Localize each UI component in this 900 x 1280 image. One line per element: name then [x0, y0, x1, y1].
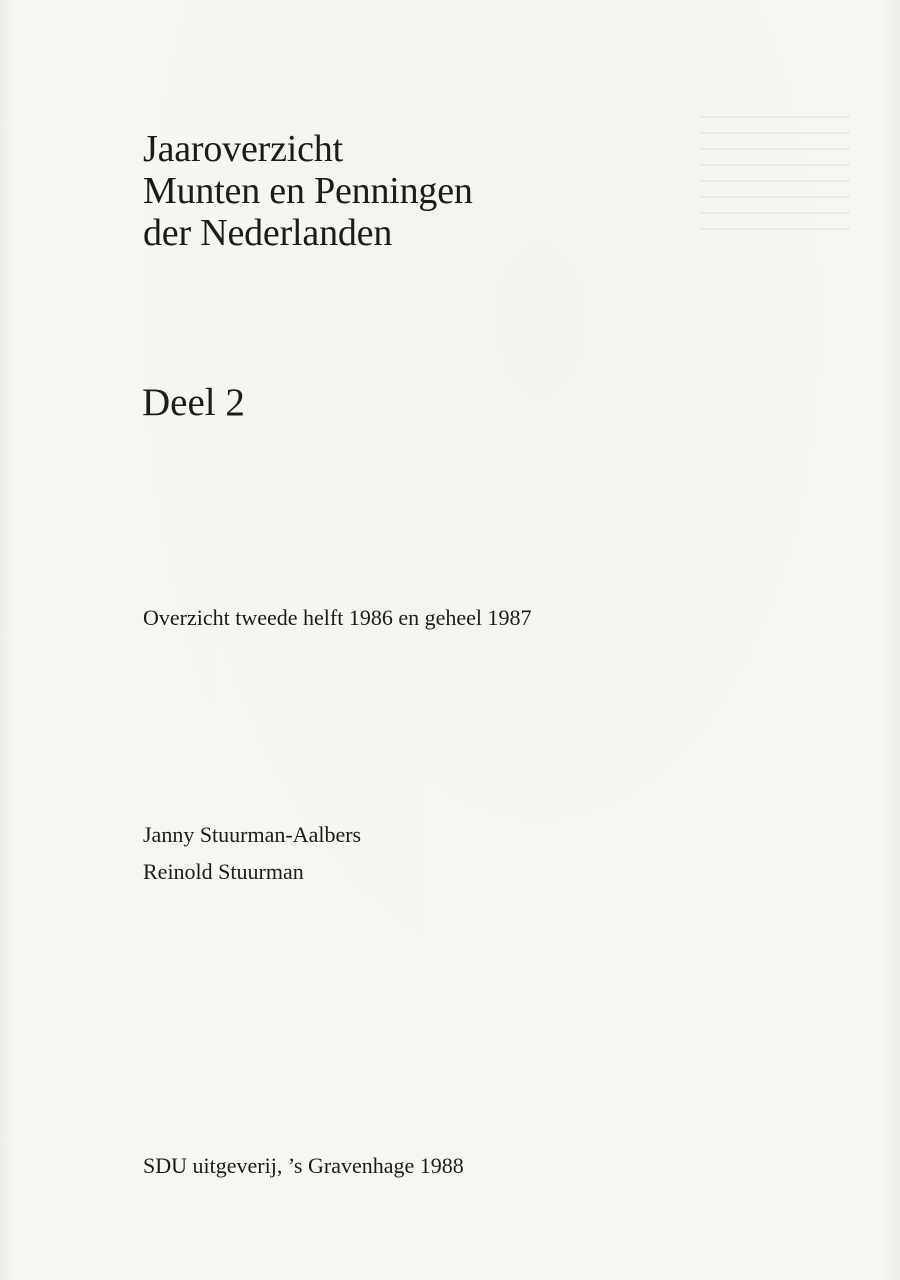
book-title-line: Munten en Penningen	[143, 170, 473, 212]
volume-number: Deel 2	[142, 381, 245, 424]
author-name: Reinold Stuurman	[143, 859, 304, 884]
book-title	[143, 128, 473, 254]
paper-show-through	[700, 110, 850, 230]
author-list	[143, 816, 361, 890]
subtitle: Overzicht tweede helft 1986 en geheel 1987	[143, 605, 532, 630]
book-title-line: der Nederlanden	[143, 212, 393, 254]
publisher-imprint: SDU uitgeverij, ’s Gravenhage 1988	[143, 1153, 464, 1178]
book-title-line: Jaaroverzicht	[143, 128, 343, 170]
author-name: Janny Stuurman-Aalbers	[143, 822, 362, 847]
